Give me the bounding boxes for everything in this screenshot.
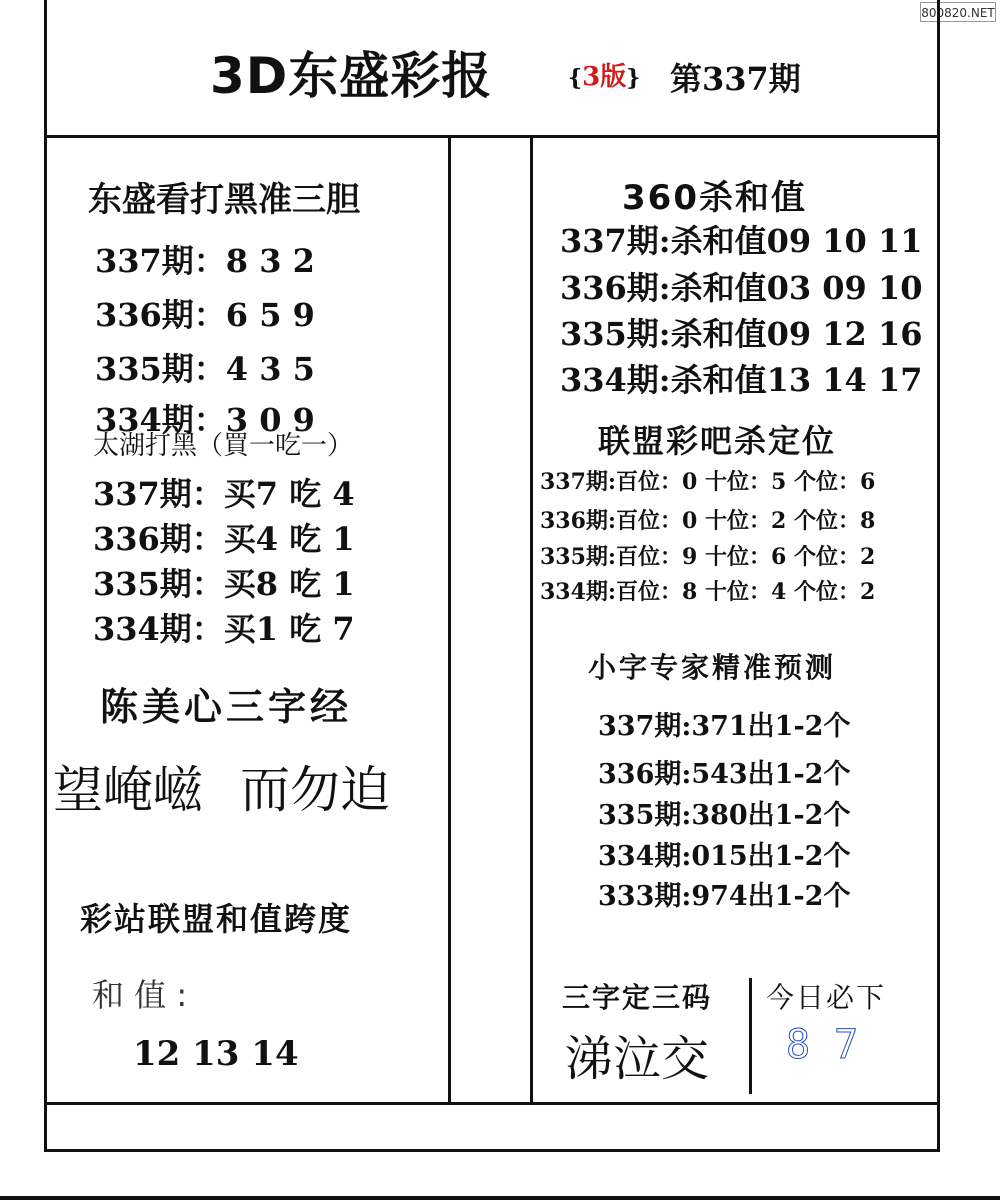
expert-row: 334期:015出1-2个	[598, 841, 851, 872]
taihu-row: 334期：买1 吃 7	[93, 610, 355, 648]
taihu-title: 太湖打黑（買一吃一）	[93, 431, 354, 461]
kill-sum-row: 336期:杀和值03 09 10	[560, 269, 923, 307]
chen-title: 陈美心三字经	[100, 685, 353, 729]
expert-title: 小字专家精准预测	[588, 651, 837, 684]
edition-label: 3版	[582, 62, 627, 92]
sum-label: 和 值 :	[92, 976, 188, 1014]
chen-chars-b: 而勿迫	[240, 761, 390, 819]
edition-close-brace: }	[626, 65, 641, 91]
black-three-title: 东盛看打黑准三胆	[88, 180, 360, 220]
today-digits: 8 7	[786, 1022, 859, 1068]
kill-position-row: 337期:百位：0 十位：5 个位：6	[540, 469, 876, 495]
expert-row: 337期:371出1-2个	[598, 711, 851, 742]
taihu-row: 337期：买7 吃 4	[93, 475, 355, 513]
site-watermark: 800820.NET	[920, 2, 996, 22]
chen-chars-a: 望崦嵫	[53, 761, 203, 819]
column-divider-right	[530, 135, 533, 1105]
sum-values: 12 13 14	[133, 1034, 299, 1074]
page-bottom-rule	[0, 1196, 1000, 1200]
kill-position-title: 联盟彩吧杀定位	[598, 422, 837, 460]
expert-row: 333期:974出1-2个	[598, 881, 851, 912]
black-three-row: 334期：3 0 9	[95, 401, 315, 439]
today-title: 今日必下	[766, 981, 887, 1014]
three-char-chars: 涕泣交	[565, 1031, 710, 1087]
three-char-divider	[749, 978, 752, 1094]
three-char-title: 三字定三码	[562, 981, 713, 1014]
page-title: 3D东盛彩报	[210, 47, 493, 105]
edition-badge	[568, 56, 640, 93]
expert-row: 335期:380出1-2个	[598, 800, 851, 831]
issue-number: 第337期	[670, 60, 801, 98]
alliance-sum-title: 彩站联盟和值跨度	[80, 900, 353, 938]
taihu-row: 336期：买4 吃 1	[93, 520, 355, 558]
black-three-row: 337期：8 3 2	[95, 242, 315, 280]
column-divider-left	[448, 135, 451, 1105]
kill-sum-title: 360杀和值	[622, 178, 807, 218]
black-three-row: 335期：4 3 5	[95, 350, 315, 388]
footer-divider	[44, 1102, 940, 1105]
kill-sum-row: 337期:杀和值09 10 11	[560, 222, 923, 260]
kill-position-row: 335期:百位：9 十位：6 个位：2	[540, 544, 876, 570]
kill-position-row: 334期:百位：8 十位：4 个位：2	[540, 579, 876, 605]
kill-position-row: 336期:百位：0 十位：2 个位：8	[540, 508, 876, 534]
expert-row: 336期:543出1-2个	[598, 759, 851, 790]
kill-sum-row: 334期:杀和值13 14 17	[560, 361, 923, 399]
kill-sum-row: 335期:杀和值09 12 16	[560, 315, 923, 353]
black-three-row: 336期：6 5 9	[95, 296, 315, 334]
taihu-row: 335期：买8 吃 1	[93, 565, 355, 603]
edition-open-brace: {	[568, 65, 583, 91]
